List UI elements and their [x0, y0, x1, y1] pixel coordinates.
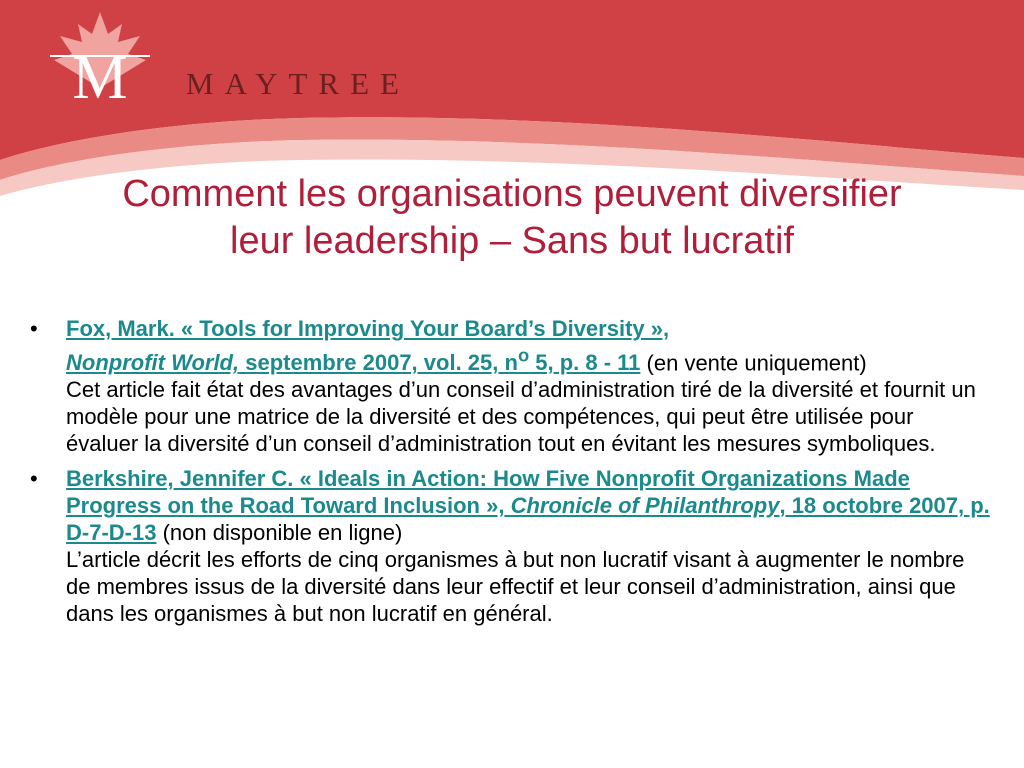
bullet-icon: •	[30, 316, 38, 341]
link-text: , 18 octobre 2007, p. D-7-D-13	[66, 493, 990, 546]
reference-list	[30, 315, 990, 635]
logo-letter: M	[72, 44, 128, 108]
title-line-1: Comment les organisations peuvent diversifier	[122, 173, 902, 215]
link-text: Fox, Mark. « Tools for Improving Your Board’s Diversity »,	[66, 316, 670, 341]
link-text: 5, p. 8 - 11	[529, 350, 641, 376]
availability-note: (en vente uniquement)	[640, 350, 867, 376]
maple-leaf-icon	[30, 8, 170, 108]
list-item	[30, 315, 990, 457]
bullet-icon: •	[30, 466, 38, 492]
reference-description: L’article décrit les efforts de cinq organismes à but non lucratif visant à augmenter le nombre de membres issus de la diversité dans leur effectif et leur conseil d’administration, ainsi que dans les organismes à but non lucratif en général.	[66, 547, 965, 627]
availability-note: (non disponible en ligne)	[156, 520, 403, 546]
logo-wordmark: MAYTREE	[186, 66, 410, 101]
link-journal: Nonprofit World,	[66, 350, 240, 376]
reference-link-fox[interactable]	[66, 316, 669, 375]
reference-description: Cet article fait état des avantages d’un conseil d’administration tiré de la diversité et fournit un modèle pour une matrice de la diversité et des compétences, qui peut être utilisée pour évaluer la diversité d’un conseil d’administration tout en évitant les mesures symboliques.	[66, 377, 976, 457]
list-item	[30, 465, 990, 627]
link-text: septembre 2007, vol. 25, n	[239, 350, 518, 376]
title-line-2: leur leadership – Sans but lucratif	[230, 220, 794, 262]
link-text: Berkshire, Jennifer C. « Ideals in Action: How Five Nonprofit Organizations Made Progress on the Road Toward Inclusion »,	[66, 466, 910, 519]
link-superscript: o	[517, 345, 530, 366]
page-title	[0, 171, 1024, 265]
link-journal: Chronicle of Philanthropy	[510, 493, 780, 519]
